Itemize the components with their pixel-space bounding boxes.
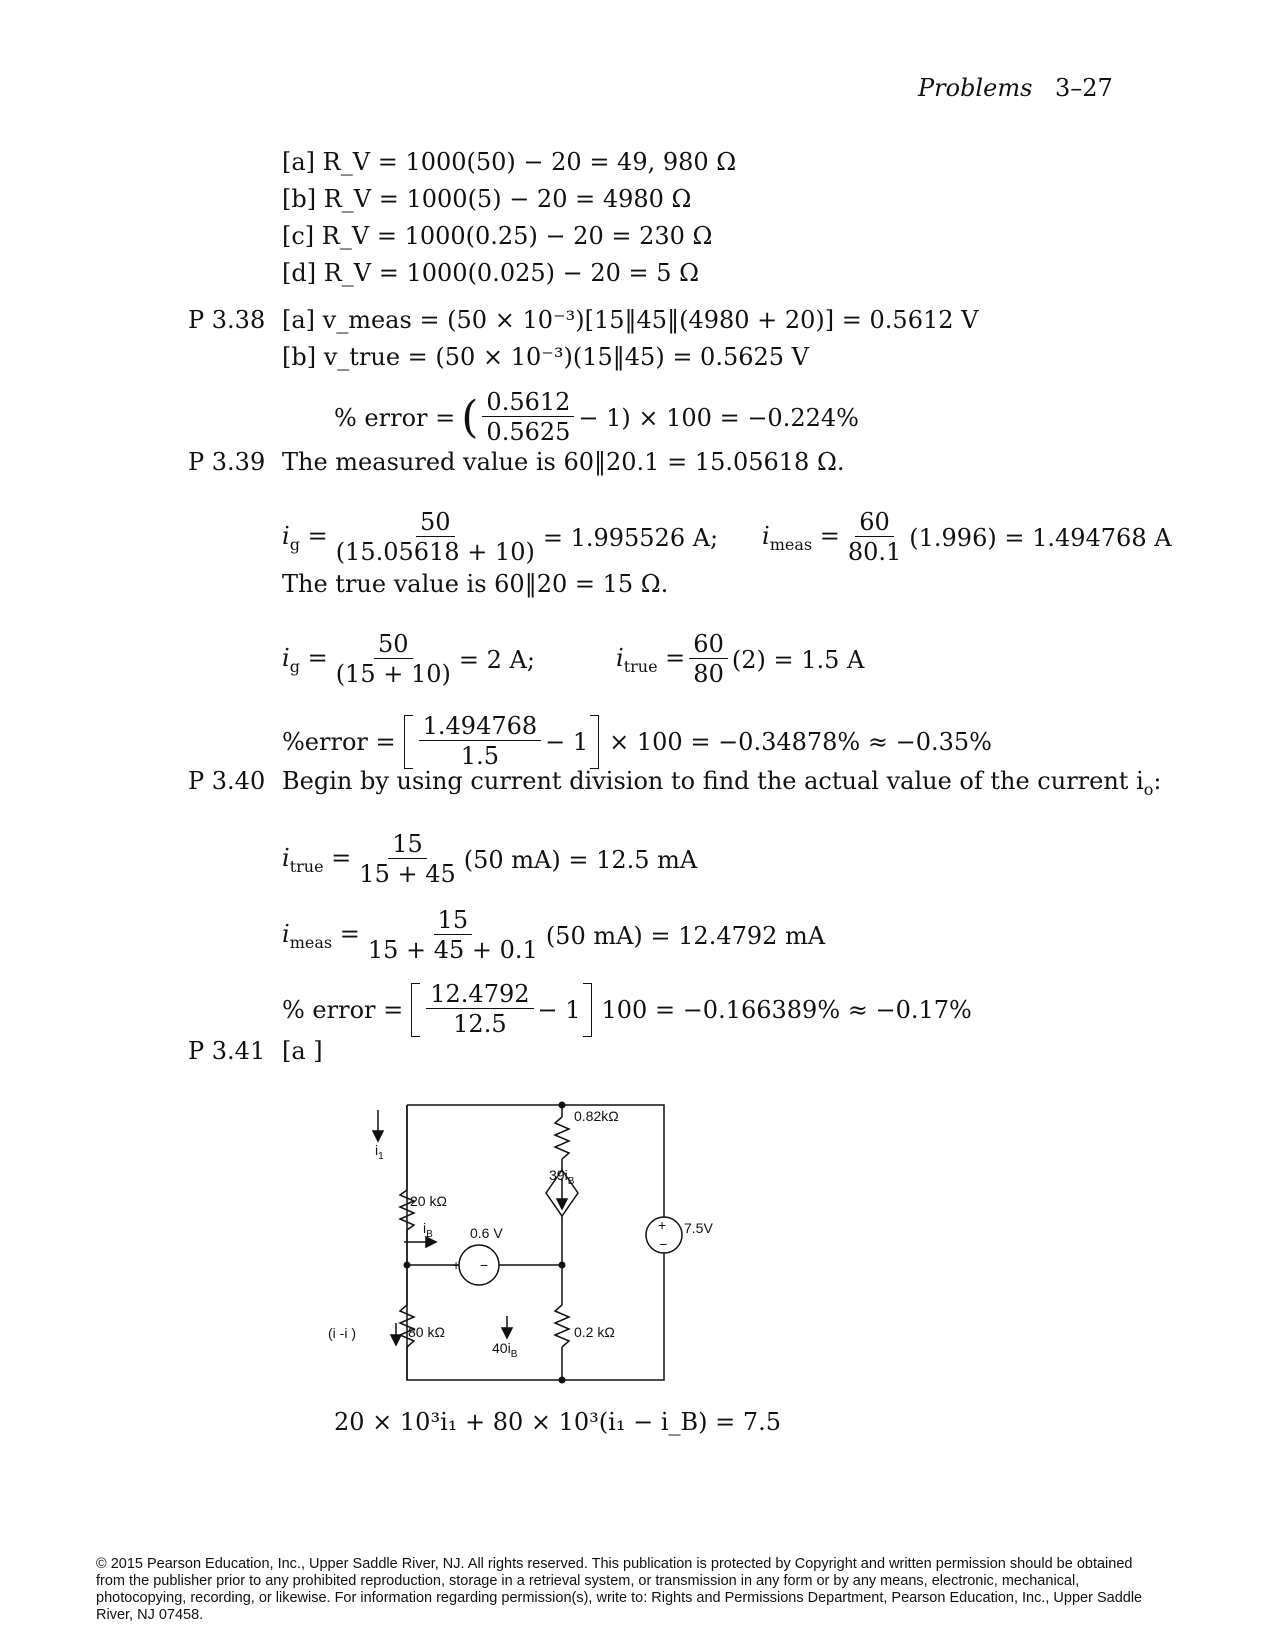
page-number: 3–27 [1055, 74, 1113, 102]
minus-one: − 1 [537, 995, 581, 1024]
line-c: [c] R_V = 1000(0.25) − 20 = 230 Ω [282, 222, 713, 250]
frac-num: 60 [689, 630, 728, 659]
ig-symbol: $i_g$ = [282, 643, 328, 676]
label-i1-main: i [375, 1142, 379, 1158]
problem-label-3-40: P 3.40 [188, 767, 266, 795]
p338-error-lhs: % error = [334, 403, 456, 432]
p340-itrue-equation [282, 830, 697, 889]
frac-den: 80 [693, 660, 724, 688]
frac-num: 1.494768 [419, 712, 542, 741]
ig-rhs: = 1.995526 A; [542, 523, 719, 552]
label-i1-minus-ib: (i -i ) [328, 1325, 356, 1341]
label-0-6v: 0.6 V [470, 1225, 503, 1241]
imeas-symbol: $i_{meas}$ = [282, 919, 360, 952]
p340-intro: Begin by using current division to find the actual value of the current $i_o$: [282, 767, 1162, 799]
ig-symbol: $i_g$ = [282, 521, 328, 554]
bracket-close [583, 983, 592, 1037]
p338-error-fraction [482, 388, 574, 447]
p338-error-rhs: − 1) × 100 = −0.224% [578, 403, 859, 432]
frac-num: 0.5612 [482, 388, 574, 417]
frac-den: 80.1 [847, 538, 902, 566]
err-lhs: %error = [282, 727, 396, 756]
source-0-6v-symbol [459, 1245, 499, 1285]
minus-one: − 1 [545, 727, 589, 756]
frac-den: 12.5 [453, 1010, 507, 1038]
node-left [404, 1262, 411, 1269]
label-7-5v: 7.5V [684, 1220, 713, 1236]
p339-ig-equation [282, 508, 718, 567]
frac-den: 15 + 45 + 0.1 [367, 936, 538, 964]
frac-den: (15 + 10) [335, 660, 451, 688]
err-rhs: × 100 = −0.34878% ≈ −0.35% [609, 727, 992, 756]
p338-error-equation [334, 388, 859, 447]
label-ib: $i_B$ [423, 1220, 433, 1240]
frac-den: (15.05618 + 10) [335, 538, 535, 566]
running-header-title: Problems [918, 74, 1033, 102]
imeas-fraction [364, 906, 542, 965]
p341-equation: 20 × 10³i₁ + 80 × 10³(i₁ − i_B) = 7.5 [334, 1408, 782, 1436]
p339-ig2-equation [282, 630, 535, 689]
problem-label-3-38: P 3.38 [188, 306, 266, 334]
frac-num: 50 [374, 630, 413, 659]
frac-num: 60 [855, 508, 894, 537]
ig2-fraction [332, 630, 455, 689]
label-80k: 80 kΩ [408, 1324, 445, 1340]
p339-itrue-equation [616, 630, 864, 689]
paren-open: ( [461, 391, 479, 443]
label-39ib: $39i_B$ [549, 1167, 575, 1187]
line-d: [d] R_V = 1000(0.025) − 20 = 5 Ω [282, 259, 700, 287]
frac-num: 15 [434, 906, 473, 935]
resistor-0-82k-symbol [555, 1117, 569, 1159]
p339-measured-line: The measured value is 60‖20.1 = 15.05618 Ω. [282, 448, 845, 476]
problem-label-3-41: P 3.41 [188, 1037, 266, 1065]
frac-den: 15 + 45 [359, 860, 456, 888]
plus-sign-7-5v: + [658, 1217, 667, 1233]
itrue-fraction [689, 630, 728, 689]
bracket-open [411, 983, 420, 1037]
err-fraction [426, 980, 533, 1039]
p340-error-equation [282, 980, 972, 1039]
label-20k: 20 kΩ [410, 1193, 447, 1209]
minus-sign-0-6v: − [480, 1257, 489, 1273]
line-a: [a] R_V = 1000(50) − 20 = 49, 980 Ω [282, 148, 737, 176]
frac-num: 15 [388, 830, 427, 859]
imeas-rhs: (50 mA) = 12.4792 mA [545, 921, 826, 950]
copyright-footer: © 2015 Pearson Education, Inc., Upper Saddle River, NJ. All rights reserved. This publication is protected by Copyright and written permission should be obtained from the publisher prior to any prohibited reproduction, storage in a retrieval system, or transmission in any form or by any means, electronic, mechanical, photocopying, recording, or likewise. For information regarding permission(s), write to: Rights and Permissions Department, Pearson Education, Inc., Upper Saddle River, NJ 07458. [96, 1556, 1143, 1623]
p339-true-line: The true value is 60‖20 = 15 Ω. [282, 570, 669, 598]
p338-part-a: [a] v_meas = (50 × 10⁻³)[15‖45‖(4980 + 20)] = 0.5612 V [282, 306, 979, 334]
line-b: [b] R_V = 1000(5) − 20 = 4980 Ω [282, 185, 692, 213]
imeas-rhs: (1.996) = 1.494768 A [909, 523, 1172, 552]
arrow-dependent [557, 1199, 567, 1209]
node-bottom [559, 1377, 566, 1384]
p339-imeas-equation [762, 508, 1172, 567]
ig2-rhs: = 2 A; [458, 645, 535, 674]
itrue-rhs: (2) = 1.5 A [731, 645, 865, 674]
bracket-close [590, 715, 599, 769]
itrue-fraction [355, 830, 459, 889]
p341-part-a: [a ] [282, 1037, 323, 1065]
frac-den: 1.5 [460, 742, 499, 770]
p338-part-b: [b] v_true = (50 × 10⁻³)(15‖45) = 0.5625 V [282, 343, 809, 371]
arrow-i1 [373, 1131, 383, 1141]
minus-sign-7-5v: − [659, 1236, 668, 1252]
label-0-82k: 0.82kΩ [574, 1108, 619, 1124]
ig-fraction [332, 508, 539, 567]
p340-intro-text: Begin by using current division to find the actual value of the current i [282, 767, 1144, 795]
err-rhs: 100 = −0.166389% ≈ −0.17% [601, 995, 972, 1024]
label-ib-main: i [423, 1220, 427, 1236]
label-i1: $i_1$ [375, 1142, 384, 1162]
imeas-fraction [844, 508, 905, 567]
itrue-symbol: $i_{true}$ = [282, 843, 352, 876]
frac-den: 0.5625 [486, 418, 571, 446]
node-top [559, 1102, 566, 1109]
problem-label-3-39: P 3.39 [188, 448, 266, 476]
p339-error-equation [282, 712, 992, 771]
frac-num: 50 [416, 508, 455, 537]
outer-loop-wire [407, 1105, 667, 1380]
itrue-symbol: $i_{true}$ = [616, 643, 686, 676]
frac-num: 12.4792 [426, 980, 533, 1009]
arrow-i1-ib [391, 1335, 401, 1345]
label-0-2k: 0.2 kΩ [574, 1324, 615, 1340]
node-middle [559, 1262, 566, 1269]
imeas-symbol: $i_{meas}$ = [762, 521, 840, 554]
label-40ib-main: 40i [492, 1340, 511, 1356]
p340-imeas-equation [282, 906, 825, 965]
plus-sign-0-6v: + [452, 1257, 461, 1273]
err-fraction [419, 712, 542, 771]
bracket-open [404, 715, 413, 769]
err-lhs: % error = [282, 995, 404, 1024]
resistor-0-2k-symbol [555, 1305, 569, 1347]
label-40ib: $40i_B$ [492, 1340, 518, 1360]
label-39ib-main: 39i [549, 1167, 568, 1183]
arrow-40ib [502, 1328, 512, 1338]
itrue-rhs: (50 mA) = 12.5 mA [463, 845, 698, 874]
